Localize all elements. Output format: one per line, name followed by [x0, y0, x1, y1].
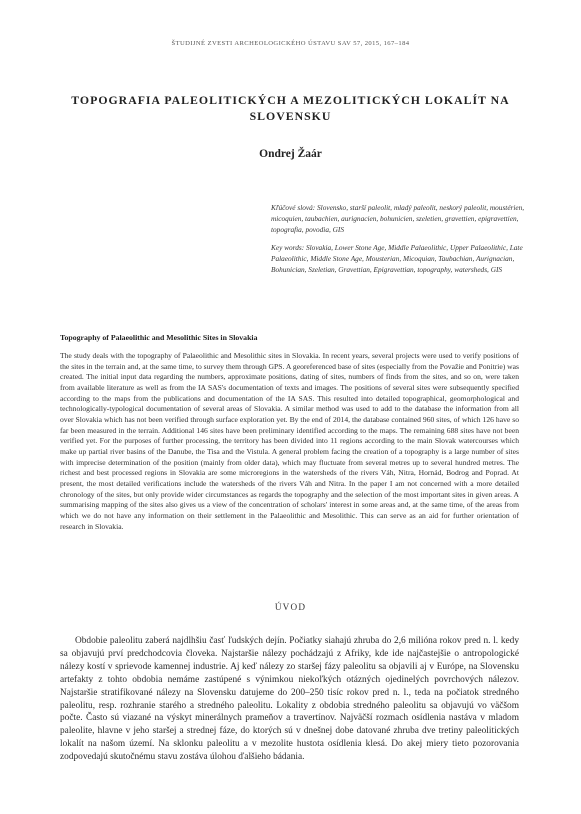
keywords-english: Key words: Slovakia, Lower Stone Age, Middle Palaeolithic, Upper Palaeolithic, Late Palaeolithic, Middle Stone Age, Mousterian, Micoquian, Taubachian, Aurignacian, Bohunician, Szeletian, Gravettian, Epigravettian, topography, watersheds, GIS: [271, 243, 523, 275]
abstract-text: The study deals with the topography of Palaeolithic and Mesolithic sites in Slovakia. In recent years, several projects were used to verify positions of the sites in the terrain and, at the same time, to survey them through GPS. A georeferenced base of sites (especially from the Považie and Ponitrie) was created. The initial input data regarding the numbers, approximate positions, dating of sites, numbers of finds from the sites, and so on, were taken from available literature as well as from the IA SAS's documentation of texts and images. The positions of several sites were subsequently specified according to the maps from the publications and documentation of the IA SAS. This resulted into detailed topographical, geomorphological and technologically-typological documentation of several areas of Slovakia. A similar method was used to add to the database the information from all over Slovakia which has not been verified through surface exploration yet. By the end of 2014, the database contained 960 sites, of which 126 have so far been measured in the terrain. Additional 146 sites have been preliminary identified according to the maps. The remaining 688 sites have not been verified yet. For the purposes of further processing, the territory has been divided into 11 regions according to the main Slovak watercourses which make up partial river basins of the Danube, the Tisa and the Vistula. A general problem facing the creation of a topography is a large number of sites with imprecise determination of the position (mainly from older data), which may fluctuate from several metres up to several hundred metres. The richest and best processed regions in Slovakia are some microregions in the watersheds of the rivers Váh, Nitra, Hornád, Bodrog and Poprad. At present, the most detailed verifications include the watersheds of the rivers Váh and Nitra. In the paper I am not concerned with a more detailed chronology of the sites, but only provide wider circumstances as regards the topography and the selection of the most important sites in given areas. A summarising mapping of the sites also gives us a view of the concentration of scholars' interest in some areas and, at the same time, of the areas from which we do not have any information on their settlement in the Palaeolithic and Mesolithic. This can serve as an aid for further orientation of research in Slovakia.: [60, 351, 519, 531]
keywords-slovak: Kľúčové slová: Slovensko, starší paleolit, mladý paleolit, neskorý paleolit, moustérien, micoquien, taubachien, aurignacien, bohunicien, szeletien, gravettien, epigravettien, topografia, povodia, GIS: [271, 203, 525, 235]
article-title: TOPOGRAFIA PALEOLITICKÝCH A MEZOLITICKÝCH LOKALÍT NA SLOVENSKU: [71, 93, 510, 123]
body-paragraph: Obdobie paleolitu zaberá najdlhšiu časť ľudských dejín. Počiatky siahajú zhruba do 2,6 milióna rokov pred n. l. kedy sa objavujú prví predchodcovia človeka. Najstaršie nálezy pochádzajú z Afriky, kde ide najčastejšie o antropologické nálezy kostí v sprievode kamennej industrie. Aj keď nálezy zo staršej fázy paleolitu sa objavili aj v Európe, na Slovensku artefakty z tohto obdobia nemáme zastúpené s výnimkou niekoľkých otázných ojedinelých povrchových nálezov. Najstaršie stratifikované nálezy na Slovensku datujeme do 200–250 tisíc rokov pred n. l., teda na počiatok stredného paleolitu, resp. rozhranie starého a stredného paleolitu. Lokality z obdobia stredného paleolitu sa objavujú vo väčšom počte. Často sú viazané na výskyt minerálnych prameňov a travertínov. Najväčší rozmach osídlenia nastáva v mladom paleolite, hlavne v jeho staršej a strednej fáze, do ktorých sú v dnešnej dobe datované zhruba dve tretiny paleolitických lokalít na našom území. Na sklonku paleolitu a v mezolite hustota osídlenia klesá. Do akej miery tieto pozorovania zodpovedajú skutočnému stavu zostáva úlohou ďalšieho bádania.: [60, 636, 519, 763]
abstract-heading: Topography of Palaeolithic and Mesolithic Sites in Slovakia: [60, 333, 258, 342]
running-head: ŠTUDIJNÉ ZVESTI ARCHEOLOGICKÉHO ÚSTAVU SAV 57, 2015, 167–184: [171, 40, 410, 47]
article-author: Ondrej Žaár: [259, 148, 322, 160]
section-heading: ÚVOD: [274, 602, 307, 612]
